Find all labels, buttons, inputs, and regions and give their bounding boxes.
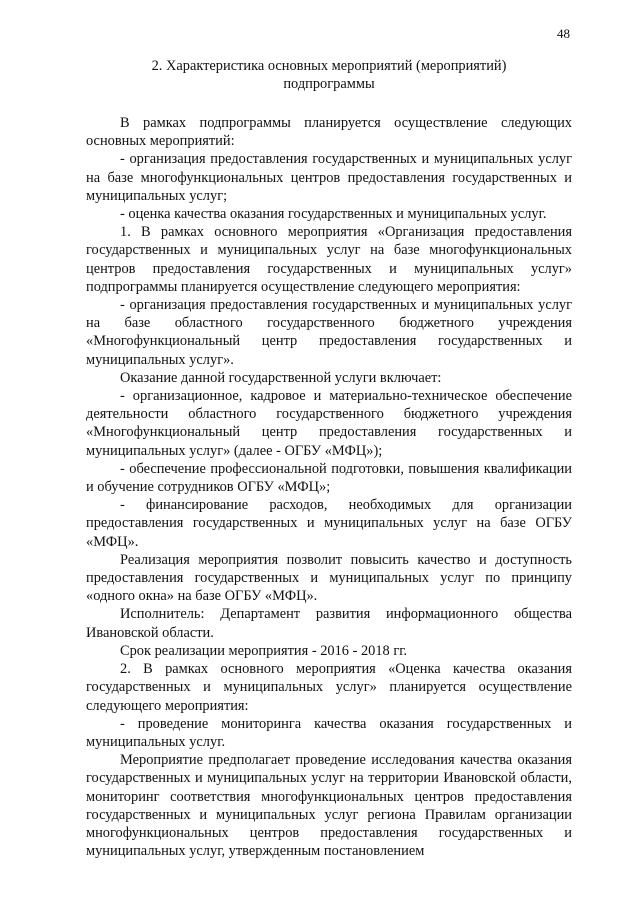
paragraph-support-item: - организационное, кадровое и материально-техническое обеспечение деятельности областного государственного бюджетного учреждения «Многофункциональный центр предоставления государственных и муниципальных услуг» (далее - ОГБУ «МФЦ»); bbox=[86, 388, 572, 459]
paragraph-intro: В рамках подпрограммы планируется осуществление следующих основных мероприятий: bbox=[86, 115, 572, 150]
paragraph-main-activity-2: 2. В рамках основного мероприятия «Оценка качества оказания государственных и муниципальных услуг» планируется осуществление следующего мероприятия: bbox=[86, 661, 572, 714]
paragraph-financing-item: - финансирование расходов, необходимых для организации предоставления государственных и муниципальных услуг на базе ОГБУ «МФЦ». bbox=[86, 497, 572, 550]
page-number: 48 bbox=[557, 26, 570, 41]
paragraph-activity-1: - организация предоставления государственных и муниципальных услуг на базе многофункциональных центров предоставления государственных и муниципальных услуг; bbox=[86, 151, 572, 204]
paragraph-term: Срок реализации мероприятия - 2016 - 2018 гг. bbox=[120, 642, 408, 659]
paragraph-service-includes: Оказание данной государственной услуги включает: bbox=[120, 369, 442, 386]
section-heading bbox=[86, 57, 572, 93]
section-heading-line-1: 2. Характеристика основных мероприятий (мероприятий) bbox=[151, 58, 507, 74]
section-heading-line-2: подпрограммы bbox=[283, 76, 375, 92]
paragraph-research: Мероприятие предполагает проведение исследования качества оказания государственных и муниципальных услуг на территории Ивановской области, мониторинг соответствия многофункциональных центров предоставления государственных и муниципальных услуг региона Правилам организации многофункциональных центров предоставления государственных и муниципальных услуг, утвержденным постановлением bbox=[86, 752, 572, 860]
paragraph-main-activity-1: 1. В рамках основного мероприятия «Организация предоставления государственных и муниципальных услуг на базе многофункциональных центров предоставления государственных и муниципальных услуг» подпрограммы планируется осуществление следующего мероприятия: bbox=[86, 224, 572, 295]
paragraph-executor: Исполнитель: Департамент развития информационного общества Ивановской области. bbox=[86, 606, 572, 641]
document-body bbox=[86, 114, 572, 860]
paragraph-monitoring: - проведение мониторинга качества оказания государственных и муниципальных услуг. bbox=[86, 715, 572, 750]
paragraph-organization-mfc: - организация предоставления государственных и муниципальных услуг на базе областного государственного бюджетного учреждения «Многофункциональный центр предоставления государственных и муниципальных услуг». bbox=[86, 297, 572, 368]
paragraph-training-item: - обеспечение профессиональной подготовки, повышения квалификации и обучение сотрудников ОГБУ «МФЦ»; bbox=[86, 460, 572, 496]
paragraph-activity-2: - оценка качества оказания государственных и муниципальных услуг. bbox=[120, 206, 547, 223]
paragraph-implementation: Реализация мероприятия позволит повысить качество и доступность предоставления государственных и муниципальных услуг по принципу «одного окна» на базе ОГБУ «МФЦ». bbox=[86, 551, 572, 605]
